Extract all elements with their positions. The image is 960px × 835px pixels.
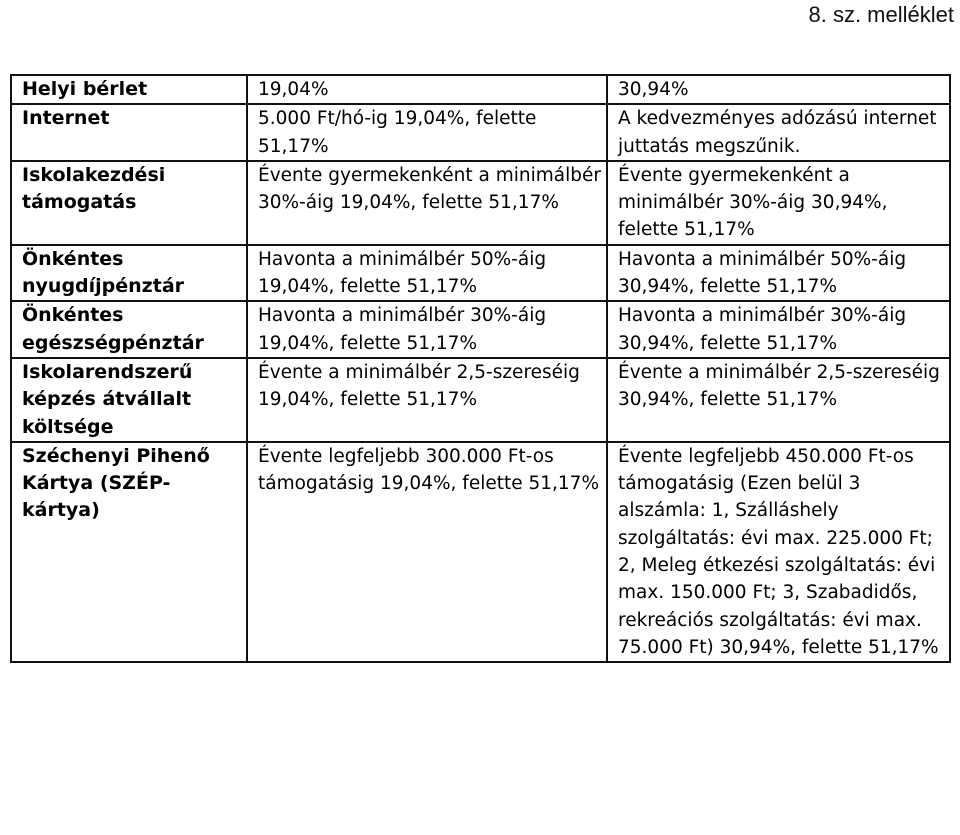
table-row-egeszsegpenztar xyxy=(11,301,950,358)
table-row-nyugdijpenztar xyxy=(11,245,950,302)
table-row-internet xyxy=(11,104,950,161)
benefit-tax-current: 19,04% xyxy=(247,75,607,104)
benefit-tax-new: Évente legfeljebb 450.000 Ft-os támogatásig (Ezen belül 3 alszámla: 1, Szálláshely szolgáltatás: évi max. 225.000 Ft; 2, Meleg étkezési szolgáltatás: évi max. 150.000 Ft; 3, Szabadidős, rekreációs szolgáltatás: évi max. 75.000 Ft) 30,94%, felette 51,17% xyxy=(607,442,950,662)
benefit-name: Iskolarendszerű képzés átvállalt költsége xyxy=(11,358,247,442)
table-row-szep-kartya xyxy=(11,442,950,662)
benefit-tax-new: Évente a minimálbér 2,5-szereséig 30,94%, felette 51,17% xyxy=(607,358,950,442)
benefit-tax-new: 30,94% xyxy=(607,75,950,104)
table-row-iskolakezdesi xyxy=(11,161,950,245)
benefit-name: Helyi bérlet xyxy=(11,75,247,104)
benefit-name: Internet xyxy=(11,104,247,161)
benefit-tax-new: Évente gyermekenként a minimálbér 30%-áig 30,94%, felette 51,17% xyxy=(607,161,950,245)
table-row-helyi-berlet xyxy=(11,75,950,104)
benefit-tax-current: Havonta a minimálbér 50%-áig 19,04%, felette 51,17% xyxy=(247,245,607,302)
benefit-tax-new: Havonta a minimálbér 50%-áig 30,94%, felette 51,17% xyxy=(607,245,950,302)
benefit-tax-current: Havonta a minimálbér 30%-áig 19,04%, felette 51,17% xyxy=(247,301,607,358)
benefit-name: Önkéntes egészségpénztár xyxy=(11,301,247,358)
benefit-tax-current: Évente legfeljebb 300.000 Ft-os támogatásig 19,04%, felette 51,17% xyxy=(247,442,607,662)
benefits-table xyxy=(10,74,951,663)
table-row-kepzes xyxy=(11,358,950,442)
benefit-tax-current: 5.000 Ft/hó-ig 19,04%, felette 51,17% xyxy=(247,104,607,161)
benefit-name: Széchenyi Pihenő Kártya (SZÉP-kártya) xyxy=(11,442,247,662)
annex-label: 8. sz. melléklet xyxy=(808,2,954,27)
benefit-tax-new: Havonta a minimálbér 30%-áig 30,94%, felette 51,17% xyxy=(607,301,950,358)
benefit-name: Önkéntes nyugdíjpénztár xyxy=(11,245,247,302)
benefit-name: Iskolakezdési támogatás xyxy=(11,161,247,245)
benefit-tax-new: A kedvezményes adózású internet juttatás megszűnik. xyxy=(607,104,950,161)
benefit-tax-current: Évente a minimálbér 2,5-szereséig 19,04%, felette 51,17% xyxy=(247,358,607,442)
benefit-tax-current: Évente gyermekenként a minimálbér 30%-áig 19,04%, felette 51,17% xyxy=(247,161,607,245)
